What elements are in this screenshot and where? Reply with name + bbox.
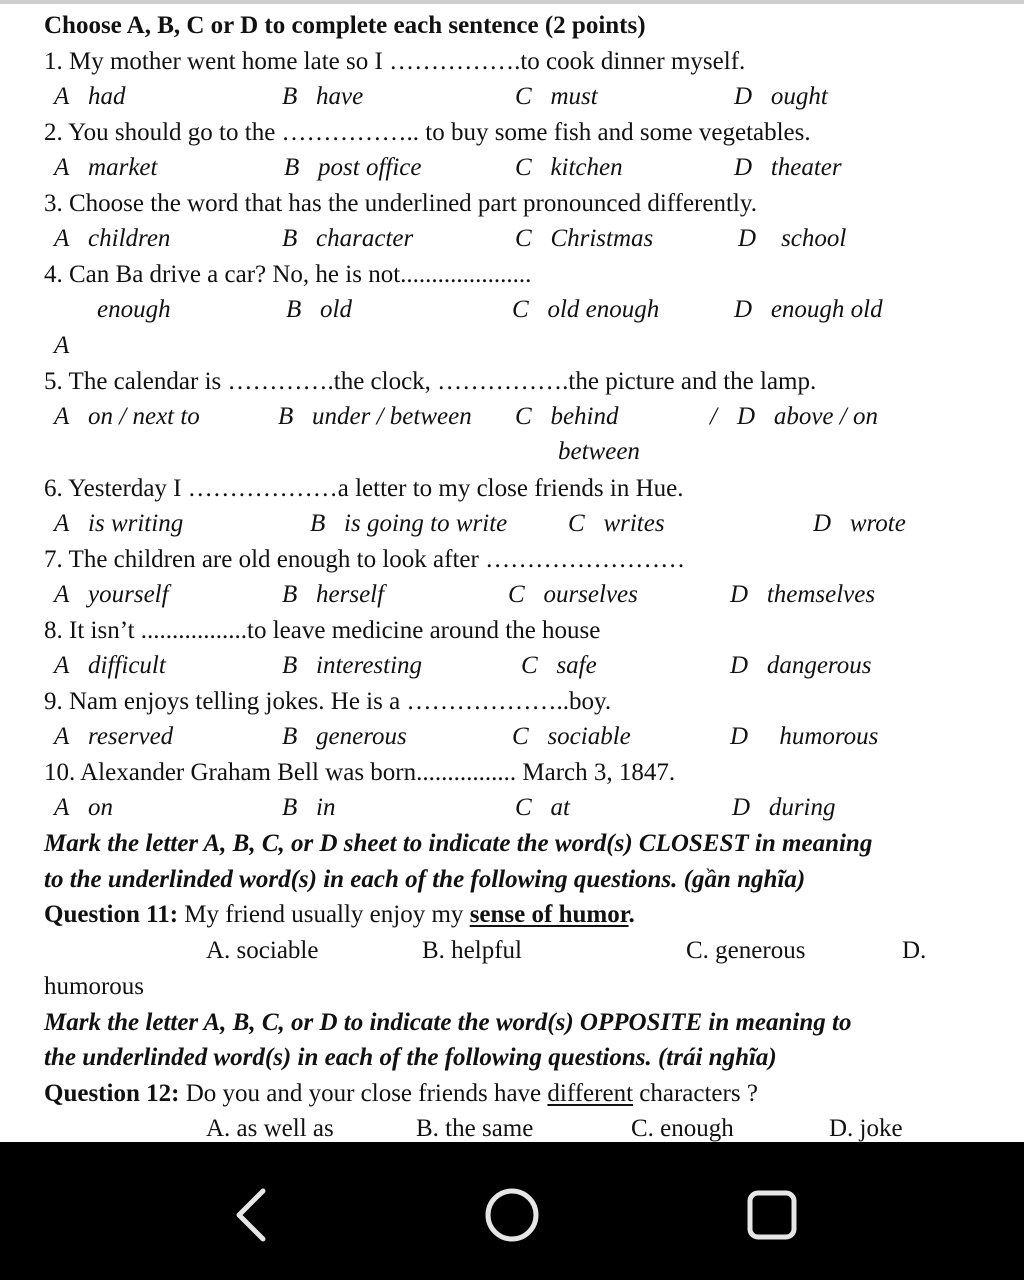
q2-option-a: A market [54,154,158,181]
q1-option-a: A had [54,83,126,110]
q11-underlined-phrase: sense of humor [469,901,629,928]
q11-option-a: A. sociable [206,937,319,964]
question-10-stem: 10. Alexander Graham Bell was born................ March 3, 1847. [44,759,676,786]
q10-option-c: C at [515,794,570,821]
q7-option-a: A yourself [54,581,169,608]
question-4-stem: 4. Can Ba drive a car? No, he is not..................... [44,261,532,288]
q10-option-b: B in [282,794,336,821]
section-2-instruction-line-2: to the underlinded word(s) in each of the following questions. (gần nghĩa) [44,866,806,893]
q11-option-d: D. [902,937,927,964]
q9-option-c: C sociable [512,723,631,750]
q4-option-d: D enough old [734,296,883,323]
question-3-stem: 3. Choose the word that has the underlined part pronounced differently. [44,190,758,217]
q12-option-c: C. enough [631,1115,734,1142]
q12-option-d: D. joke [829,1115,903,1142]
q11-option-c: C. generous [686,937,806,964]
question-6-stem: 6. Yesterday I ………………a letter to my close friends in Hue. [44,475,684,502]
q9-option-d: D humorous [730,723,879,750]
q4-option-b: B old [286,296,352,323]
q9-option-b: B generous [282,723,407,750]
back-icon [231,1187,271,1243]
q4-option-c: C old enough [512,296,660,323]
q11-option-b: B. helpful [422,937,522,964]
q6-option-b: B is going to write [310,510,508,537]
q7-option-b: B herself [282,581,385,608]
q7-option-c: C ourselves [508,581,638,608]
question-2-stem: 2. You should go to the …………….. to buy some fish and some vegetables. [44,119,811,146]
q10-option-d: D during [732,794,836,821]
question-8-stem: 8. It isn’t .................to leave medicine around the house [44,617,601,644]
question-9-stem: 9. Nam enjoys telling jokes. He is a ………………..boy. [44,688,612,715]
q12-option-b: B. the same [416,1115,534,1142]
q1-option-d: D ought [734,83,828,110]
question-12-stem: Question 12: Do you and your close friends have different characters ? [44,1080,758,1107]
q5-option-separator: / [710,403,717,430]
q12-underlined-word: different [547,1080,634,1107]
q9-option-a: A reserved [54,723,174,750]
section-2-instruction-line-1: Mark the letter A, B, C, or D sheet to indicate the word(s) CLOSEST in meaning [44,830,873,857]
q7-option-d: D themselves [730,581,876,608]
q2-option-c: C kitchen [515,154,623,181]
q6-option-c: C writes [568,510,665,537]
q5-option-d: D above / on [737,403,878,430]
q3-option-b: B character [282,225,414,252]
q8-option-a: A difficult [54,652,166,679]
q5-option-a: A on / next to [54,403,200,430]
q1-option-c: C must [515,83,598,110]
question-11-stem: Question 11: My friend usually enjoy my sense of humor. [44,901,635,928]
home-icon [482,1185,542,1245]
section-3-instruction-line-2: the underlinded word(s) in each of the following questions. (trái nghĩa) [44,1044,777,1071]
q6-option-a: A is writing [54,510,184,537]
recents-button[interactable] [737,1180,807,1250]
q2-option-b: B post office [284,154,422,181]
q1-option-b: B have [282,83,364,110]
question-1-stem: 1. My mother went home late so I …………….to cook dinner myself. [44,48,746,75]
q8-option-b: B interesting [282,652,423,679]
section-3-instruction-line-1: Mark the letter A, B, C, or D to indicate the word(s) OPPOSITE in meaning to [44,1009,852,1036]
q4-option-a-text: enough [97,296,171,323]
home-button[interactable] [477,1180,547,1250]
recents-icon [745,1188,799,1242]
q3-option-a: A children [54,225,171,252]
section-header: Choose A, B, C or D to complete each sentence (2 points) [44,12,646,39]
q11-option-d-wrap: humorous [44,973,144,1000]
q12-option-a: A. as well as [206,1115,334,1142]
question-5-stem: 5. The calendar is ………….the clock, …………….the picture and the lamp. [44,368,817,395]
navigation-bar [0,1142,1024,1280]
q8-option-c: C safe [521,652,597,679]
q2-option-d: D theater [734,154,842,181]
back-button[interactable] [216,1180,286,1250]
q5-option-c-wrap: between [558,438,640,465]
q6-option-d: D wrote [813,510,906,537]
q10-option-a: A on [54,794,114,821]
question-7-stem: 7. The children are old enough to look after …………………… [44,546,686,573]
q3-option-c: C Christmas [515,225,654,252]
q5-option-c: C behind [515,403,619,430]
q4-option-a-letter: A [54,332,70,359]
q5-option-b: B under / between [278,403,472,430]
q3-option-d: D school [738,225,847,252]
q8-option-d: D dangerous [730,652,872,679]
